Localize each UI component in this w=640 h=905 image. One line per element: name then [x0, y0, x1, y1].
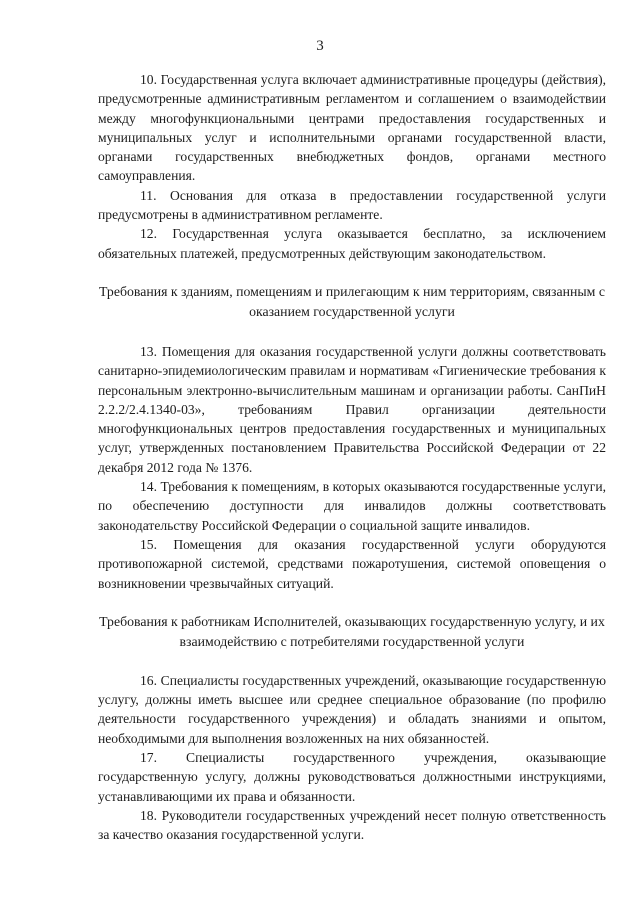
- paragraph-13: 13. Помещения для оказания государственной услуги должны соответствовать санитарно-эпидемиологическим правилам и нормативам «Гигиенические требования к персональным электронно-вычислительным машинам и организации работы. СанПиН 2.2.2/2.4.1340-03», требованиям Правил организации деятельности многофункциональных центров предоставления государственных и муниципальных услуг, утвержденных постановлением Правительства Российской Федерации от 22 декабря 2012 года № 1376.: [98, 343, 606, 475]
- document-body: [98, 70, 606, 845]
- paragraph-15: 15. Помещения для оказания государственной услуги оборудуются противопожарной системой, средствами пожаротушения, системой оповещения о возникновении чрезвычайных ситуаций.: [98, 536, 606, 591]
- paragraph-12: 12. Государственная услуга оказывается бесплатно, за исключением обязательных платежей, предусмотренных действующим законодательством.: [98, 226, 606, 261]
- section-heading-premises: Требования к зданиям, помещениям и прилегающим к ним территориям, связанным с оказанием государственной услуги: [99, 283, 605, 319]
- section-heading-staff: Требования к работникам Исполнителей, оказывающих государственную услугу, и их взаимодействию с потребителями государственной услуги: [99, 613, 605, 649]
- paragraph-17: 17. Специалисты государственного учреждения, оказывающие государственную услугу, должны руководствоваться должностными инструкциями, устанавливающими их права и обязанности.: [98, 750, 606, 804]
- paragraph-10: 10. Государственная услуга включает административные процедуры (действия), предусмотренные административным регламентом и соглашением о взаимодействии между многофункциональными центрами предоставления государственных и муниципальных услуг и исполнительными органами государственной власти, органами государственных внебюджетных фондов, органами местного самоуправления.: [98, 72, 606, 184]
- page-number: 3: [316, 38, 324, 54]
- paragraph-11: 11. Основания для отказа в предоставлении государственной услуги предусмотрены в административном регламенте.: [98, 187, 606, 223]
- paragraph-16: 16. Специалисты государственных учреждений, оказывающие государственную услугу, должны иметь высшее или среднее специальное образование (по профилю деятельности государственного учреждения) и обладать знаниями и опытом, необходимыми для выполнения возложенных на них обязанностей.: [98, 672, 606, 746]
- paragraph-14: 14. Требования к помещениям, в которых оказываются государственные услуги, по обеспечению доступности для инвалидов должны соответствовать законодательству Российской Федерации о социальной защите инвалидов.: [98, 479, 606, 533]
- paragraph-18: 18. Руководители государственных учреждений несет полную ответственность за качество оказания государственной услуги.: [98, 807, 606, 843]
